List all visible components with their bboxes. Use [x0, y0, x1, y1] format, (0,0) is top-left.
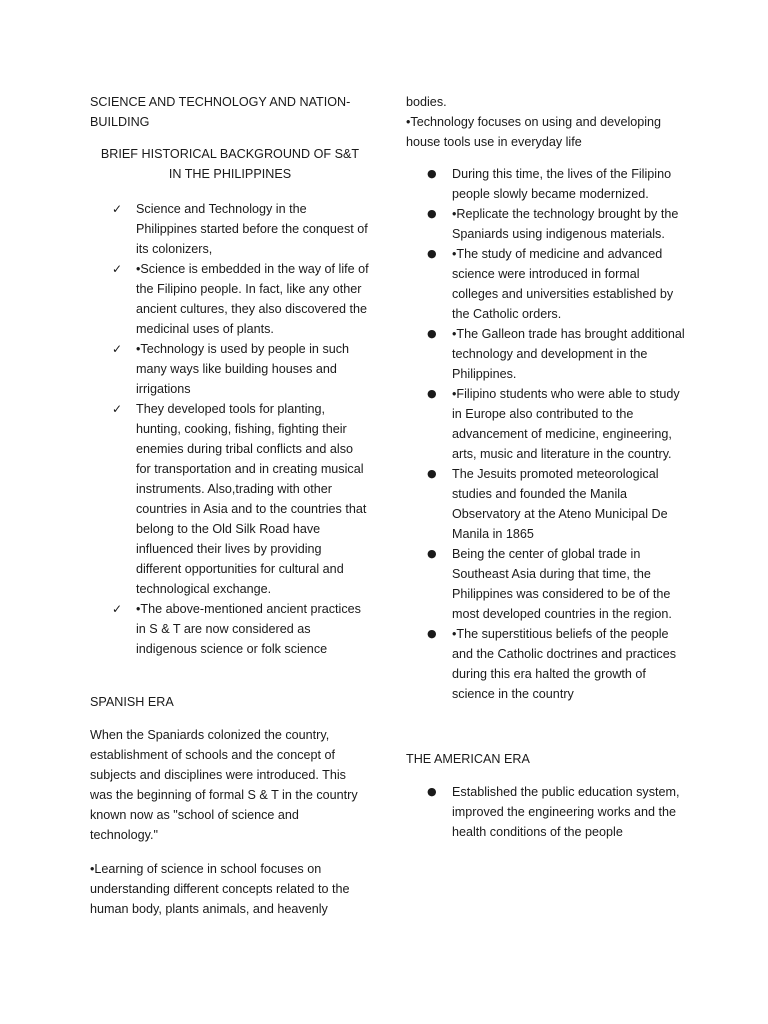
checkmark-icon: ✓	[112, 402, 123, 416]
checklist-item	[90, 199, 370, 259]
continued-text: bodies.	[406, 95, 447, 109]
document-title: SCIENCE AND TECHNOLOGY AND NATION-BUILDING	[90, 95, 351, 129]
section-subtitle	[90, 144, 370, 184]
list-item-text: •The Galleon trade has brought additional technology and development in the Philippines.	[452, 327, 685, 381]
list-item	[406, 324, 686, 384]
list-item	[406, 624, 686, 704]
left-column	[90, 92, 370, 919]
checklist-item-text: •Technology is used by people in such many ways like building houses and irrigations	[136, 342, 350, 396]
checklist-item	[90, 599, 370, 659]
bullet-icon: ●	[427, 785, 437, 798]
bullet-icon: ●	[427, 167, 437, 180]
checklist-item	[90, 339, 370, 399]
subtitle-line-2: IN THE PHILIPPINES	[168, 167, 292, 181]
checkmark-icon: ✓	[112, 342, 123, 356]
list-item	[406, 544, 686, 624]
spanish-era-bullet-list	[406, 164, 686, 704]
checklist-item-text: •Science is embedded in the way of life of the Filipino people. In fact, like any other ancient cultures, they also discovered the medicinal uses of plants.	[136, 262, 369, 336]
list-item-text: •The superstitious beliefs of the people and the Catholic doctrines and practices during this era halted the growth of science in the country	[452, 627, 677, 701]
american-era-bullet-list	[406, 782, 686, 842]
technology-paragraph: •Technology focuses on using and developing house tools use in everyday life	[406, 115, 662, 149]
list-item	[406, 164, 686, 204]
science-learning-paragraph: •Learning of science in school focuses on understanding different concepts related to the human body, plants animals, and heavenly	[90, 862, 350, 916]
list-item	[406, 244, 686, 324]
bullet-icon: ●	[427, 387, 437, 400]
list-item	[406, 384, 686, 464]
list-item-text: Being the center of global trade in Southeast Asia during that time, the Philippines was considered to be of the most developed countries in the region.	[452, 547, 672, 621]
spanish-era-paragraph: When the Spaniards colonized the country, establishment of schools and the concept of subjects and disciplines were introduced. This was the beginning of formal S & T in the country known now as "school of science and technology."	[90, 728, 358, 842]
list-item-text: •Filipino students who were able to study in Europe also contributed to the advancement of medicine, engineering, arts, music and literature in the country.	[452, 387, 680, 461]
checklist-item	[90, 399, 370, 599]
list-item-text: Established the public education system, improved the engineering works and the health conditions of the people	[452, 785, 680, 839]
checklist	[90, 199, 370, 659]
bullet-icon: ●	[427, 247, 437, 260]
subtitle-line-1: BRIEF HISTORICAL BACKGROUND OF S&T	[100, 147, 360, 161]
checklist-item-text: Science and Technology in the Philippines started before the conquest of its colonizers,	[136, 202, 368, 256]
bullet-icon: ●	[427, 627, 437, 640]
bullet-icon: ●	[427, 467, 437, 480]
checklist-item-text: •The above-mentioned ancient practices in S & T are now considered as indigenous science or folk science	[136, 602, 361, 656]
list-item	[406, 782, 686, 842]
spanish-era-heading: SPANISH ERA	[90, 695, 174, 709]
checkmark-icon: ✓	[112, 602, 123, 616]
list-item	[406, 204, 686, 244]
list-item-text: During this time, the lives of the Filipino people slowly became modernized.	[452, 167, 672, 201]
bullet-icon: ●	[427, 207, 437, 220]
list-item-text: •The study of medicine and advanced science were introduced in formal colleges and universities established by the Catholic orders.	[452, 247, 674, 321]
checklist-item-text: They developed tools for planting, hunting, cooking, fishing, fighting their enemies during tribal conflicts and also for transportation and in creating musical instruments. Also,trading with other countries in Asia and to the countries that belong to the Old Silk Road have influenced their lives by providing different opportunities for cultural and technological exchange.	[136, 402, 367, 596]
list-item	[406, 464, 686, 544]
bullet-icon: ●	[427, 547, 437, 560]
list-item-text: •Replicate the technology brought by the Spaniards using indigenous materials.	[452, 207, 679, 241]
american-era-heading: THE AMERICAN ERA	[406, 752, 530, 766]
list-item-text: The Jesuits promoted meteorological studies and founded the Manila Observatory at the Ateno Municipal De Manila in 1865	[452, 467, 668, 541]
checklist-item	[90, 259, 370, 339]
right-column	[406, 92, 686, 842]
checkmark-icon: ✓	[112, 262, 123, 276]
checkmark-icon: ✓	[112, 202, 123, 216]
bullet-icon: ●	[427, 327, 437, 340]
